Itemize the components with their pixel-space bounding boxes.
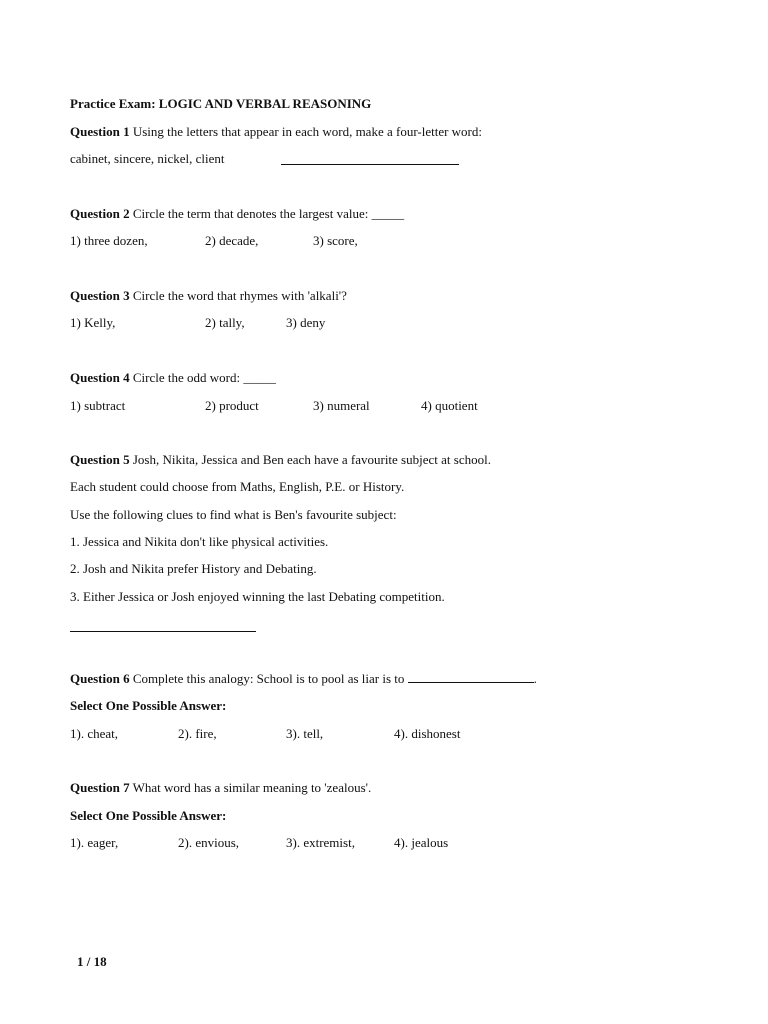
question-2-option-3[interactable]: 3) score, xyxy=(313,233,358,248)
question-7-select-label: Select One Possible Answer: xyxy=(70,808,227,823)
question-5-text: Josh, Nikita, Jessica and Ben each have a favourite subject at school. xyxy=(132,452,491,467)
question-5-clue-3: 3. Either Jessica or Josh enjoyed winning the last Debating competition. xyxy=(70,589,445,604)
question-6-text-end: . xyxy=(533,671,537,686)
question-4-option-4[interactable]: 4) quotient xyxy=(421,398,478,413)
question-5-label: Question 5 xyxy=(70,452,130,467)
question-6-label: Question 6 xyxy=(70,671,130,686)
question-5-clue-1: 1. Jessica and Nikita don't like physical activities. xyxy=(70,534,329,549)
title-main: LOGIC AND VERBAL REASONING xyxy=(158,96,372,111)
question-2 xyxy=(70,206,404,222)
question-6-option-2[interactable]: 2). fire, xyxy=(178,726,217,741)
question-4-option-1[interactable]: 1) subtract xyxy=(70,398,126,413)
question-6 xyxy=(70,671,537,687)
question-1 xyxy=(70,124,482,140)
question-3-text: Circle the word that rhymes with 'alkali'? xyxy=(132,288,347,303)
question-4-option-3[interactable]: 3) numeral xyxy=(313,398,370,413)
question-4-label: Question 4 xyxy=(70,370,130,385)
question-2-label: Question 2 xyxy=(70,206,130,221)
question-5 xyxy=(70,452,491,468)
question-2-option-1[interactable]: 1) three dozen, xyxy=(70,233,148,248)
question-7-option-3[interactable]: 3). extremist, xyxy=(286,835,355,850)
question-5-clue-2: 2. Josh and Nikita prefer History and Debating. xyxy=(70,561,317,576)
question-3-option-3[interactable]: 3) deny xyxy=(286,315,326,330)
question-2-text: Circle the term that denotes the largest value: _____ xyxy=(132,206,405,221)
question-3-label: Question 3 xyxy=(70,288,130,303)
question-1-words xyxy=(70,151,224,167)
exam-title xyxy=(70,96,371,112)
question-6-select-label: Select One Possible Answer: xyxy=(70,698,227,713)
title-prefix: Practice Exam: xyxy=(70,96,156,111)
question-4 xyxy=(70,370,276,386)
question-6-option-3[interactable]: 3). tell, xyxy=(286,726,324,741)
question-1-word-list: cabinet, sincere, nickel, client xyxy=(70,151,225,166)
question-3 xyxy=(70,288,347,304)
question-1-text: Using the letters that appear in each word, make a four-letter word: xyxy=(132,124,483,139)
question-1-label: Question 1 xyxy=(70,124,130,139)
question-7 xyxy=(70,780,371,796)
question-1-answer-blank[interactable] xyxy=(281,153,459,165)
question-7-text: What word has a similar meaning to 'zealous'. xyxy=(132,780,372,795)
question-4-option-2[interactable]: 2) product xyxy=(205,398,259,413)
question-7-option-2[interactable]: 2). envious, xyxy=(178,835,240,850)
question-3-option-1[interactable]: 1) Kelly, xyxy=(70,315,116,330)
question-7-option-1[interactable]: 1). eager, xyxy=(70,835,119,850)
question-2-option-2[interactable]: 2) decade, xyxy=(205,233,259,248)
question-4-text: Circle the odd word: _____ xyxy=(132,370,276,385)
question-5-line-1: Each student could choose from Maths, English, P.E. or History. xyxy=(70,479,405,494)
question-5-line-2: Use the following clues to find what is Ben's favourite subject: xyxy=(70,507,397,522)
question-5-answer-blank[interactable] xyxy=(70,620,256,632)
question-3-option-2[interactable]: 2) tally, xyxy=(205,315,245,330)
question-6-option-4[interactable]: 4). dishonest xyxy=(394,726,461,741)
question-7-label: Question 7 xyxy=(70,780,130,795)
question-6-option-1[interactable]: 1). cheat, xyxy=(70,726,119,741)
question-7-option-4[interactable]: 4). jealous xyxy=(394,835,449,850)
question-6-text: Complete this analogy: School is to pool as liar is to xyxy=(132,671,405,686)
page-number: 1 / 18 xyxy=(77,954,107,969)
question-6-answer-blank[interactable] xyxy=(408,671,534,683)
